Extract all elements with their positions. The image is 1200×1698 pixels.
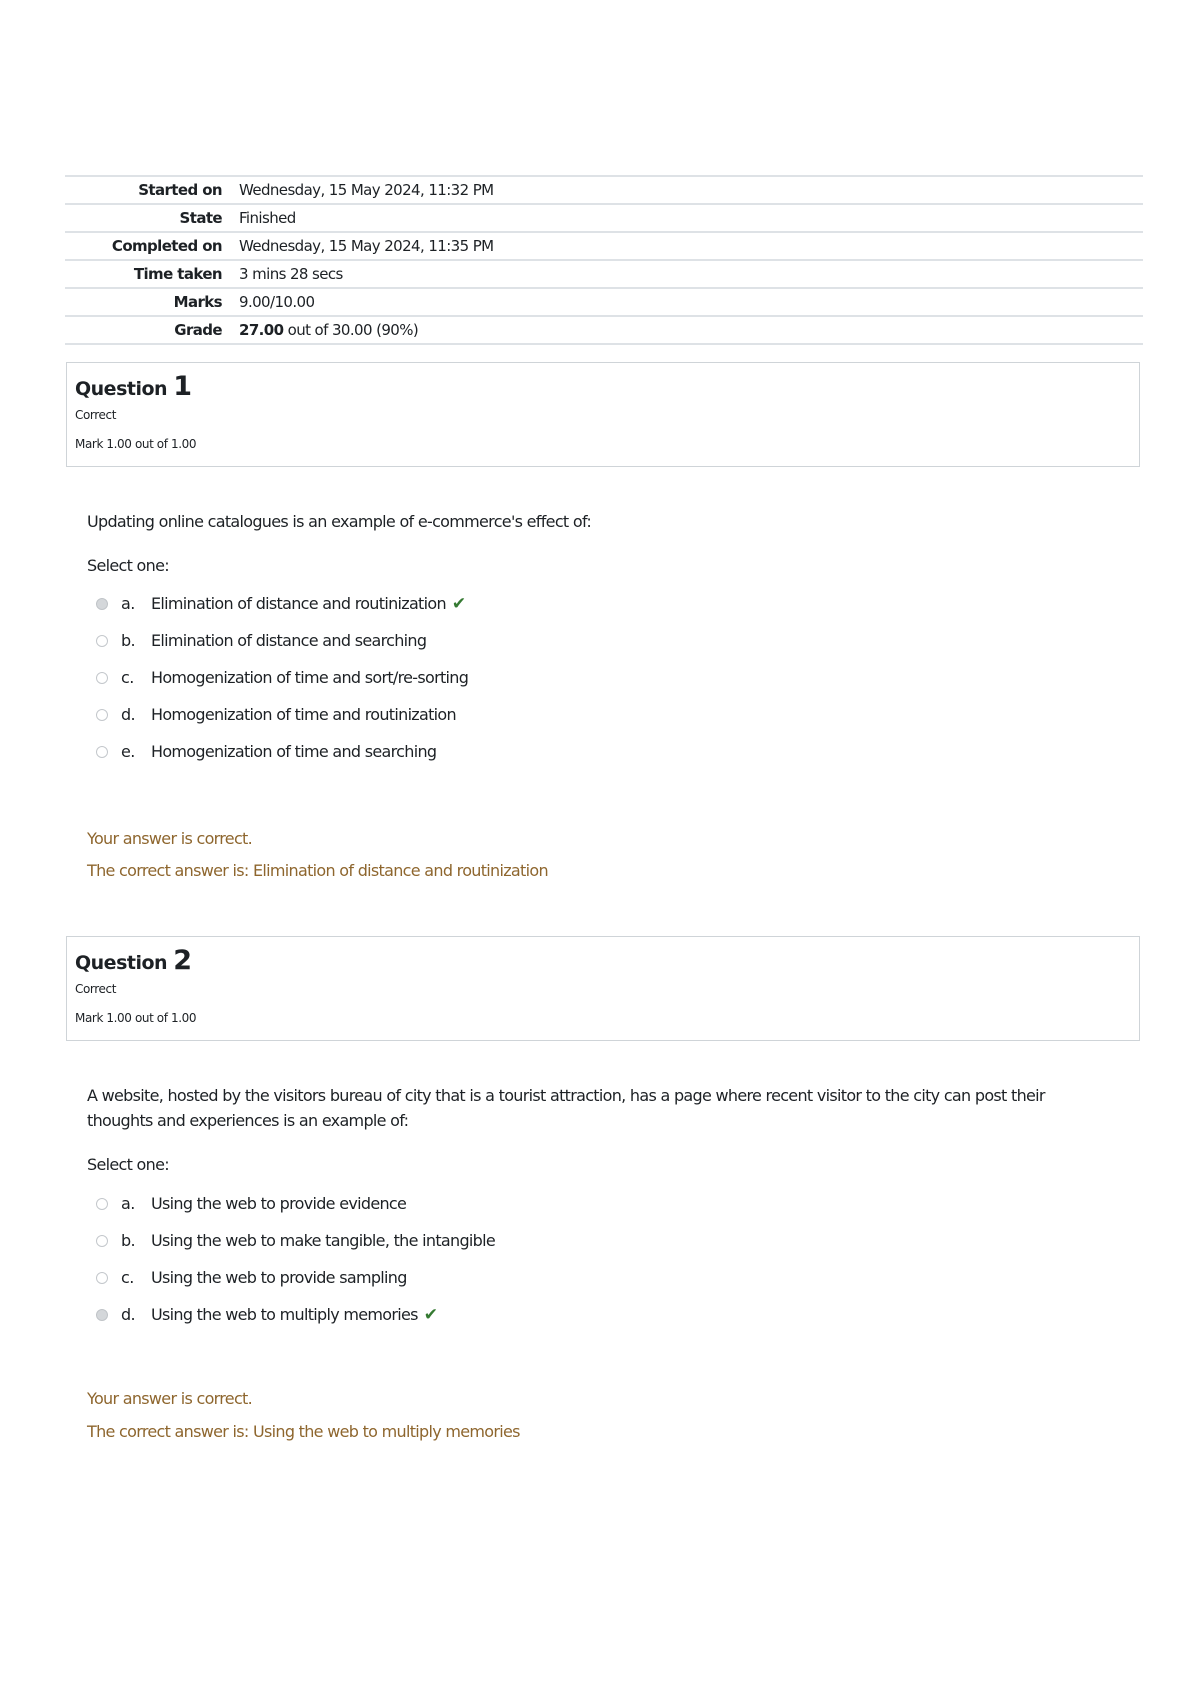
answer-option[interactable] — [96, 659, 468, 696]
option-letter: a. — [121, 1194, 135, 1213]
radio-button[interactable] — [96, 635, 108, 647]
summary-label: Marks — [173, 293, 222, 311]
option-letter: c. — [121, 668, 134, 687]
question-state: Correct — [75, 982, 116, 996]
option-letter: e. — [121, 742, 135, 761]
summary-label: Completed on — [111, 237, 222, 255]
summary-label: Grade — [174, 321, 222, 339]
option-text: Elimination of distance and searching — [151, 631, 427, 650]
radio-button[interactable] — [96, 672, 108, 684]
question-number: 1 — [173, 371, 192, 402]
answer-option[interactable] — [96, 696, 468, 733]
question-1-info — [66, 362, 1140, 467]
option-letter: c. — [121, 1268, 134, 1287]
option-letter: b. — [121, 1231, 136, 1250]
option-letter: b. — [121, 631, 136, 650]
option-text: Using the web to make tangible, the intangible — [151, 1231, 495, 1250]
summary-row-time-taken — [65, 261, 1143, 289]
option-text: Homogenization of time and sort/re-sorting — [151, 668, 469, 687]
feedback-message: Your answer is correct. — [87, 1389, 252, 1408]
summary-label: Time taken — [133, 265, 222, 283]
question-title — [75, 371, 191, 402]
question-title — [75, 945, 191, 976]
right-answer-message: The correct answer is: Elimination of distance and routinization — [87, 861, 548, 880]
summary-row-completed — [65, 233, 1143, 261]
option-letter: a. — [121, 594, 135, 613]
check-icon: ✔ — [423, 1304, 439, 1325]
question-label: Question — [75, 952, 168, 974]
question-state: Correct — [75, 408, 116, 422]
summary-value: Wednesday, 15 May 2024, 11:32 PM — [239, 181, 494, 199]
select-one-prompt: Select one: — [87, 1155, 169, 1174]
summary-label: State — [179, 209, 222, 227]
question-1-text: Updating online catalogues is an example of e-commerce's effect of: — [87, 512, 592, 531]
answer-option[interactable] — [96, 622, 468, 659]
answer-option[interactable] — [96, 1296, 495, 1333]
summary-label: Started on — [138, 181, 222, 199]
summary-value: Wednesday, 15 May 2024, 11:35 PM — [239, 237, 494, 255]
option-letter: d. — [121, 1305, 136, 1324]
summary-value: Finished — [239, 209, 296, 227]
radio-button[interactable] — [96, 1309, 108, 1321]
summary-row-state — [65, 205, 1143, 233]
summary-row-marks — [65, 289, 1143, 317]
option-text: Using the web to multiply memories — [151, 1305, 418, 1324]
summary-row-grade — [65, 317, 1143, 345]
question-label: Question — [75, 378, 168, 400]
answer-option[interactable] — [96, 733, 468, 770]
radio-button[interactable] — [96, 1235, 108, 1247]
summary-value: 3 mins 28 secs — [239, 265, 343, 283]
question-2-text: A website, hosted by the visitors bureau of city that is a tourist attraction, has a page where recent visitor to the city can post their thoughts and experiences is an example of: — [87, 1086, 1045, 1130]
grade-out-of: out of 30.00 (90%) — [283, 321, 419, 339]
question-grade: Mark 1.00 out of 1.00 — [75, 437, 197, 451]
summary-row-started — [65, 177, 1143, 205]
radio-button[interactable] — [96, 1272, 108, 1284]
option-text: Using the web to provide evidence — [151, 1194, 407, 1213]
attempt-summary-table — [65, 175, 1143, 345]
option-letter: d. — [121, 705, 136, 724]
question-2-info — [66, 936, 1140, 1041]
question-number: 2 — [173, 945, 192, 976]
option-text: Using the web to provide sampling — [151, 1268, 407, 1287]
radio-button[interactable] — [96, 746, 108, 758]
option-text: Homogenization of time and searching — [151, 742, 437, 761]
answer-option[interactable] — [96, 1259, 495, 1296]
option-text: Homogenization of time and routinization — [151, 705, 456, 724]
radio-button[interactable] — [96, 598, 108, 610]
question-1-answers — [96, 585, 468, 770]
grade-score: 27.00 — [239, 321, 284, 339]
question-2-answers — [96, 1185, 495, 1333]
answer-option[interactable] — [96, 585, 468, 622]
right-answer-message: The correct answer is: Using the web to multiply memories — [87, 1422, 520, 1441]
answer-option[interactable] — [96, 1222, 495, 1259]
summary-value: 9.00/10.00 — [239, 293, 315, 311]
question-grade: Mark 1.00 out of 1.00 — [75, 1011, 197, 1025]
option-text: Elimination of distance and routinization — [151, 594, 446, 613]
answer-option[interactable] — [96, 1185, 495, 1222]
feedback-message: Your answer is correct. — [87, 829, 252, 848]
select-one-prompt: Select one: — [87, 556, 169, 575]
radio-button[interactable] — [96, 1198, 108, 1210]
check-icon: ✔ — [451, 593, 467, 614]
radio-button[interactable] — [96, 709, 108, 721]
summary-value — [239, 321, 418, 339]
